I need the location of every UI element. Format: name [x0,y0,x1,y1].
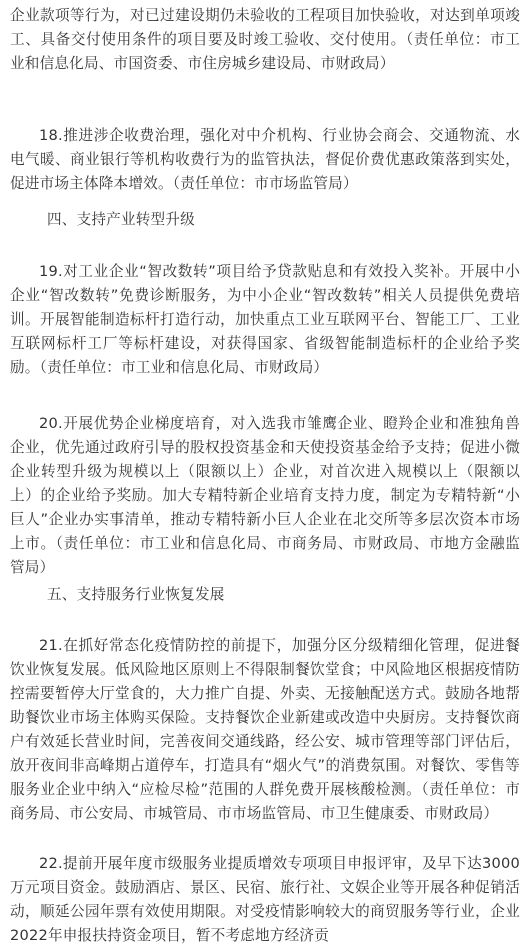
paragraph-20: 20.开展优势企业梯度培育，对入选我市雏鹰企业、瞪羚企业和准独角兽企业，优先通过政府引导的股权投资基金和天使投资基金给予支持；促进小微企业转型升级为规模以上（限额以上）企业，对首次进入规模以上（限额以上）的企业给予奖励。加大专精特新企业培育支持力度，制定为专精特新“小巨人”企业办实事清单，推动专精特新小巨人企业在北交所等多层次资本市场上市。（责任单位：市工业和信息化局、市商务局、市财政局、市地方金融监管局） [10,415,520,576]
paragraph-continued: 企业款项等行为，对已过建设期仍未验收的工程项目加快验收，对达到单项竣工、具备交付使用条件的项目要及时竣工验收、交付使用。（责任单位：市工业和信息化局、市国资委、市住房城乡建设局、市财政局） [10,7,520,72]
paragraph-19: 19.对工业企业“智改数转”项目给予贷款贴息和有效投入奖补。开展中小企业“智改数转”免费诊断服务，为中小企业“智改数转”相关人员提供免费培训。开展智能制造标杆打造行动，加快重点工业互联网平台、智能工厂、工业互联网标杆工厂等标杆建设，对获得国家、省级智能制造标杆的企业给予奖励。（责任单位：市工业和信息化局、市财政局） [10,263,520,376]
section-heading-5: 五、支持服务行业恢复发展 [47,586,225,603]
paragraph-18: 18.推进涉企收费治理，强化对中介机构、行业协会商会、交通物流、水电气暖、商业银行等机构收费行为的监管执法，督促价费优惠政策落到实处，促进市场主体降本增效。（责任单位：市市场监管局） [10,127,520,192]
paragraph-22: 22.提前开展年度市级服务业提质增效专项项目申报评审，及早下达3000万元项目资金。鼓励酒店、景区、民宿、旅行社、文娱企业等开展各种促销活动，顺延公园年票有效使用期限。对受疫情影响较大的商贸服务等行业，企业2022年申报扶持资金项目，暂不考虑地方经济贡 [10,855,520,944]
paragraph-21: 21.在抓好常态化疫情防控的前提下，加强分区分级精细化管理，促进餐饮业恢复发展。低风险地区原则上不得限制餐饮堂食；中风险地区根据疫情防控需要暂停大厅堂食的，大力推广自提、外卖、无接触配送方式。鼓励各地帮助餐饮业市场主体购买保险。支持餐饮企业新建或改造中央厨房。支持餐饮商户有效延长营业时间，完善夜间交通线路，经公安、城市管理等部门评估后，放开夜间非高峰期占道停车，打造具有“烟火气”的消费氛围。对餐饮、零售等服务业企业中纳入“应检尽检”范围的人群免费开展核酸检测。（责任单位：市商务局、市公安局、市城管局、市市场监管局、市卫生健康委、市财政局） [10,637,520,822]
section-heading-4: 四、支持产业转型升级 [47,211,195,228]
